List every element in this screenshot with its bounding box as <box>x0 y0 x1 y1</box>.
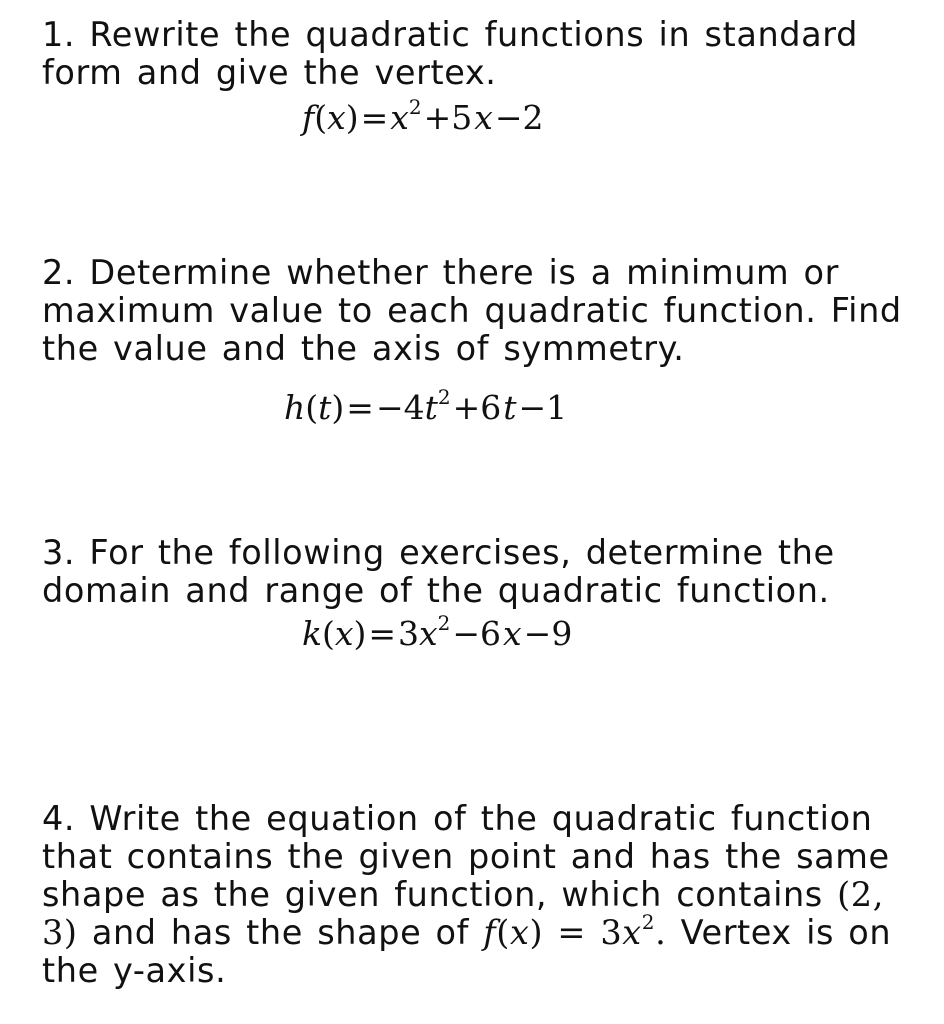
problem-4-vertex-note: Vertex is on the y-axis. <box>42 913 892 990</box>
problem-4 <box>42 800 892 990</box>
problem-4-point: (2, 3) <box>42 875 884 952</box>
problem-1-text: 1. Rewrite the quadratic functions in standard form and give the vertex. <box>42 15 858 92</box>
problem-2-text: 2. Determine whether there is a minimum or maximum value to each quadratic function. Find the value and the axis of symmetry. <box>42 253 902 368</box>
problem-3-equation: $k(x)=3x^2-6x-9$ <box>302 611 573 653</box>
problem-4-shape-function: $f(x) = 3x^2$. <box>483 910 667 952</box>
problem-4-text: 4. Write the equation of the quadratic function that contains the given point and has the same shape as the given function, which contains (2, 3) and has the shape of $f(x) = 3x^2$. Vertex is on the y-axis. <box>42 799 892 990</box>
problem-1-number: 1. <box>42 15 76 54</box>
problem-2-equation: $h(t)=-4t^2+6t-1$ <box>284 385 568 427</box>
problem-2 <box>42 254 922 368</box>
problem-4-number: 4. <box>42 799 76 838</box>
problem-1-equation: $f(x)=x^2+5x-2$ <box>302 95 544 137</box>
problem-3-text: 3. For the following exercises, determine the domain and range of the quadratic function. <box>42 533 835 610</box>
problem-3 <box>42 534 922 610</box>
problem-2-number: 2. <box>42 253 76 292</box>
problem-1 <box>42 16 922 92</box>
problem-3-number: 3. <box>42 533 76 572</box>
